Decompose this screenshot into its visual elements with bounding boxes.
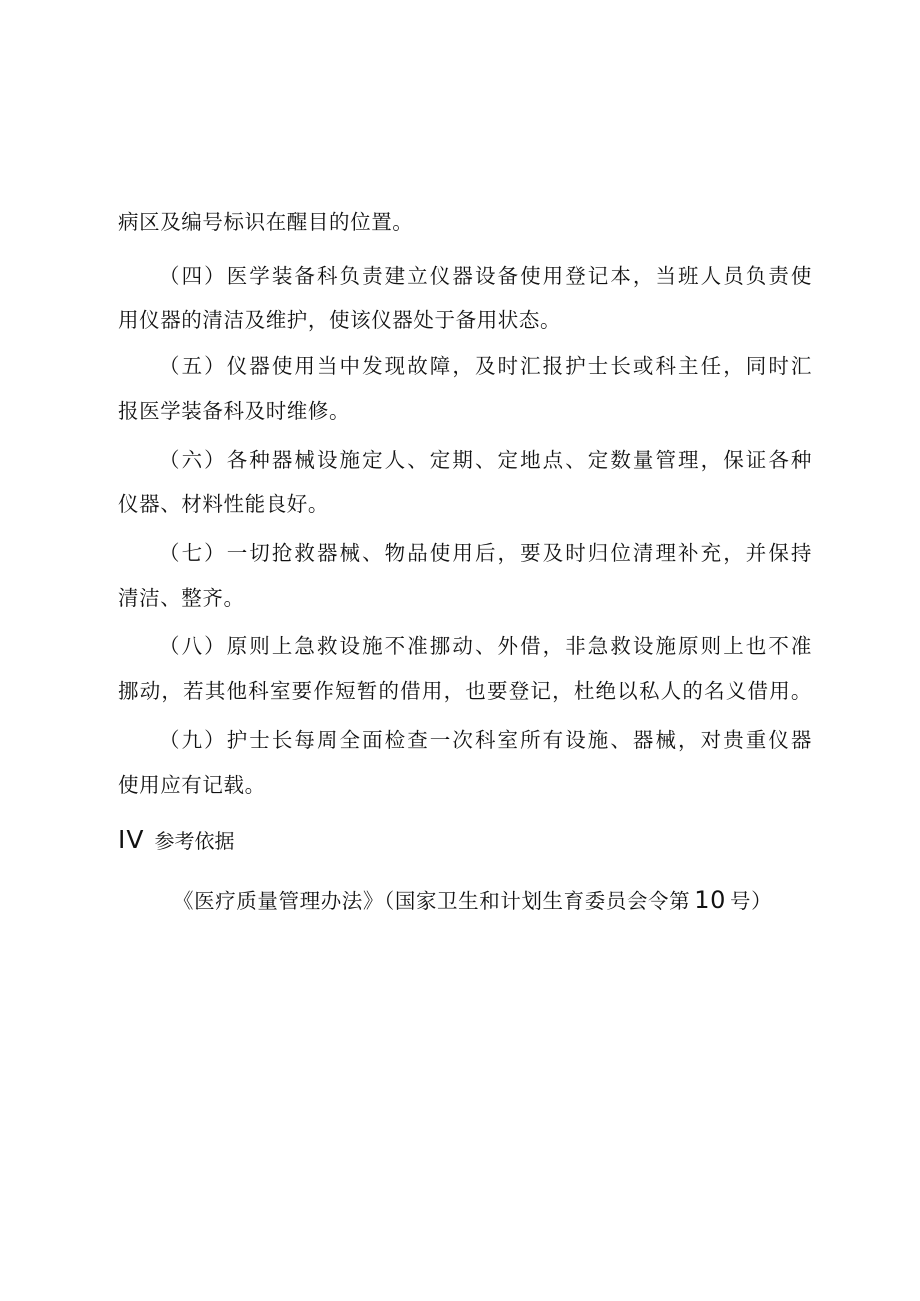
paragraph-line: 用仪器的清洁及维护，使该仪器处于备用状态。: [118, 308, 562, 332]
reference-suffix: 号）: [730, 889, 773, 913]
paragraph-line: 使用应有记载。: [118, 773, 266, 797]
reference-citation: [173, 886, 772, 915]
reference-prefix: 《医疗质量管理办法》（国家卫生和计划生育委员会令第: [173, 889, 691, 913]
section-heading: [118, 824, 234, 857]
paragraph-line: （四）医学装备科负责建立仪器设备使用登记本，当班人员负责使: [159, 264, 812, 288]
reference-number: 10: [694, 886, 726, 914]
paragraph-line: 清洁、整齐。: [118, 586, 245, 610]
paragraph-line: 病区及编号标识在醒目的位置。: [118, 210, 414, 234]
paragraph-line: （八）原则上急救设施不准挪动、外借，非急救设施原则上也不准: [159, 634, 812, 658]
paragraph-line: 挪动，若其他科室要作短暂的借用，也要登记，杜绝以私人的名义借用。: [118, 679, 812, 703]
paragraph-line: （六）各种器械设施定人、定期、定地点、定数量管理，保证各种: [159, 448, 812, 472]
paragraph-line: （五）仪器使用当中发现故障，及时汇报护士长或科主任，同时汇: [159, 354, 812, 378]
section-number: IV: [118, 825, 145, 854]
paragraph-line: 报医学装备科及时维修。: [118, 399, 351, 423]
paragraph-line: 仪器、材料性能良好。: [118, 492, 329, 516]
section-title: 参考依据: [154, 829, 235, 853]
paragraph-line: （九）护士长每周全面检查一次科室所有设施、器械，对贵重仪器: [159, 728, 812, 752]
paragraph-line: （七）一切抢救器械、物品使用后，要及时归位清理补充，并保持: [159, 541, 812, 565]
